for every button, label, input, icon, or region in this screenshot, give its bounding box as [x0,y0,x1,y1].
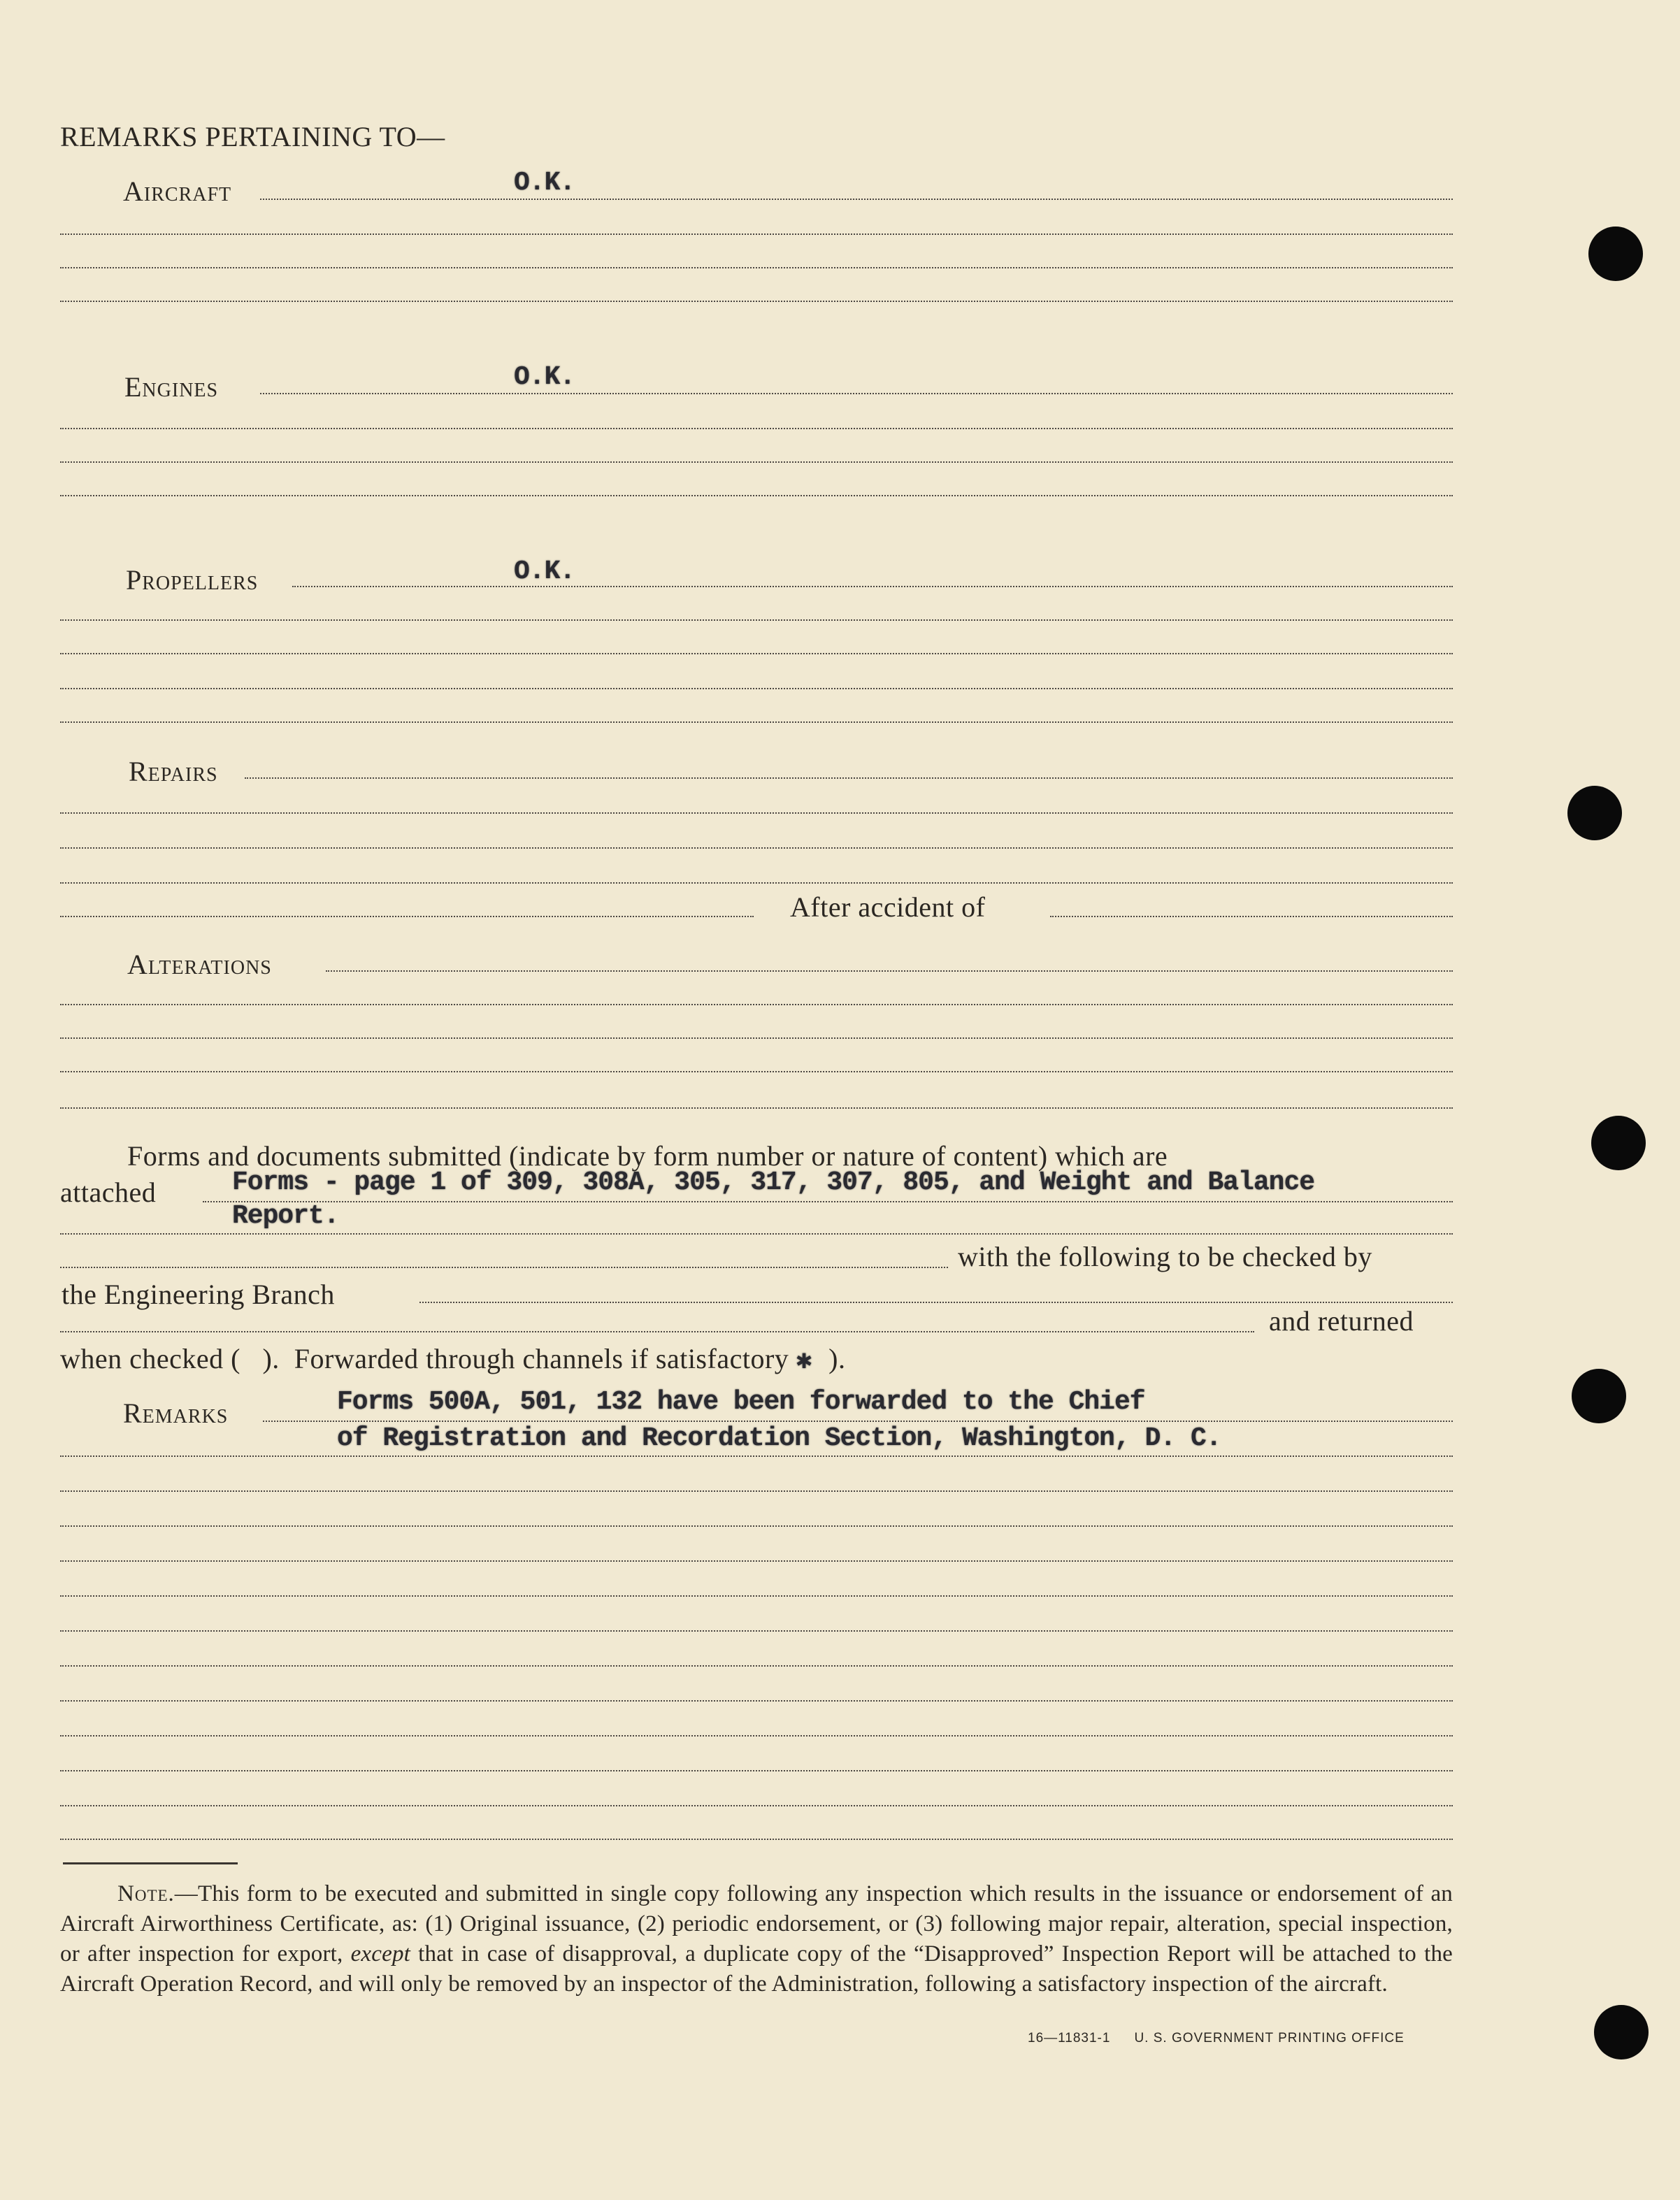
blank-ruled-line[interactable] [60,653,1453,654]
blank-ruled-line[interactable] [60,1525,1453,1527]
blank-ruled-line[interactable] [60,461,1453,463]
blank-ruled-line[interactable] [60,1770,1453,1771]
attached-label: attached [60,1177,157,1208]
form-number: 16—11831-1 [1028,2031,1111,2046]
engines-value: O.K. [514,362,575,392]
attached-value-line2: Report. [232,1201,339,1231]
repairs-extra-field[interactable] [60,916,754,917]
blank-ruled-line[interactable] [60,233,1453,235]
remarks-line2: of Registration and Recordation Section, Washington, D. C. [337,1423,1221,1453]
form-title: REMARKS PERTAINING TO— [60,121,445,152]
blank-ruled-line[interactable] [60,1700,1453,1702]
punch-hole [1594,2005,1649,2059]
blank-ruled-line[interactable] [60,721,1453,723]
punch-hole [1588,227,1643,281]
note-lead: Note. [117,1881,175,1906]
blank-ruled-line[interactable] [60,495,1453,496]
blank-ruled-line[interactable] [60,882,1453,884]
note-text: —This form to be executed and submitted in single copy following any inspection which results in the issuance or endorsement of an Aircraft Airworthiness Certificate, as: (1) Original issuance, (2) periodic endorsement, or (3) following major repair, alteration, special inspection, or after inspection for export, [60,1881,1453,1967]
remarks-line1: Forms 500A, 501, 132 have been forwarded to the Chief [337,1387,1145,1417]
repairs-label: Repairs [129,756,218,787]
after-accident-field[interactable] [1050,916,1453,917]
engineering-branch-label: the Engineering Branch [62,1279,335,1310]
alterations-field[interactable] [326,970,1453,972]
punch-hole [1572,1369,1626,1423]
blank-ruled-line[interactable] [60,267,1453,268]
punch-hole [1591,1116,1646,1170]
printer-credit: U. S. GOVERNMENT PRINTING OFFICE [1134,2031,1405,2046]
when-checked-label: when checked ( ). Forwarded through channels if satisfactory [60,1343,789,1374]
blank-ruled-line[interactable] [60,1004,1453,1005]
aircraft-value: O.K. [514,168,575,198]
blank-ruled-line[interactable] [60,1630,1453,1632]
note-except: except [350,1941,411,1967]
attached-field[interactable] [203,1201,1453,1202]
aircraft-label: Aircraft [123,175,232,207]
engines-field[interactable] [260,393,1453,394]
checked-by-label: with the following to be checked by [958,1241,1372,1272]
when-checked-row [60,1342,845,1376]
blank-ruled-line[interactable] [60,1037,1453,1039]
blank-ruled-line[interactable] [60,619,1453,621]
repairs-field[interactable] [245,777,1453,779]
engines-label: Engines [124,371,219,403]
propellers-label: Propellers [126,564,259,596]
blank-ruled-line[interactable] [60,1665,1453,1667]
after-accident-label: After accident of [790,891,986,923]
footer [1028,2031,1405,2046]
close-paren: ). [828,1343,846,1374]
blank-ruled-line[interactable] [60,1595,1453,1597]
blank-ruled-line[interactable] [60,1560,1453,1562]
engineering-field-2[interactable] [60,1331,1254,1332]
blank-ruled-line[interactable] [60,1107,1453,1109]
returned-label: and returned [1269,1305,1414,1337]
forwarded-mark: ✱ [796,1346,812,1376]
engineering-field[interactable] [419,1302,1453,1303]
blank-ruled-line[interactable] [60,1071,1453,1072]
blank-ruled-line[interactable] [60,301,1453,302]
punch-hole [1567,786,1622,840]
divider-rule [63,1862,238,1864]
propellers-value: O.K. [514,556,575,587]
aircraft-field[interactable] [260,199,1453,200]
blank-ruled-line[interactable] [60,1490,1453,1492]
blank-ruled-line[interactable] [60,812,1453,814]
attached-value-line1: Forms - page 1 of 309, 308A, 305, 317, 307, 805, and Weight and Balance [232,1167,1315,1198]
note-text-2: that in case of disapproval, a duplicate copy of the “Disapproved” Inspection Report will be attached to the Aircraft Operation Record, and will only be removed by an inspector of the Administration, following a satisfactory inspection of the aircraft. [60,1941,1453,1997]
note-paragraph [60,1879,1453,1999]
blank-ruled-line[interactable] [60,428,1453,429]
blank-ruled-line[interactable] [60,1735,1453,1737]
blank-ruled-line[interactable] [60,847,1453,849]
remarks-field[interactable] [263,1421,1453,1422]
forms-intro: Forms and documents submitted (indicate by form number or nature of content) which are [127,1140,1168,1172]
blank-ruled-line[interactable] [60,1839,1453,1840]
propellers-field[interactable] [292,586,1453,587]
attached-field-2[interactable] [60,1233,1453,1235]
blank-ruled-line[interactable] [60,688,1453,689]
remarks-label: Remarks [123,1397,229,1429]
blank-ruled-line[interactable] [60,1805,1453,1806]
alterations-label: Alterations [127,949,272,980]
attached-field-3[interactable] [60,1267,948,1268]
blank-ruled-line[interactable] [60,1455,1453,1457]
